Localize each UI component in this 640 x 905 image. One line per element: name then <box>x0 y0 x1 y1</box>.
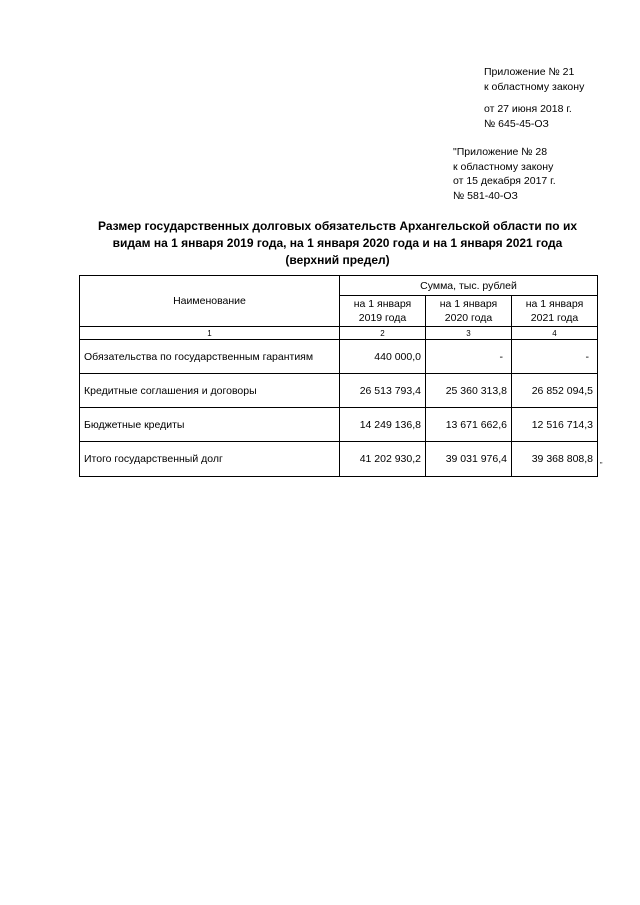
header-year-2019-l1: на 1 января <box>353 298 412 310</box>
row-value-2021: 26 852 094,5 <box>512 374 598 408</box>
appendix-28-title: "Приложение № 28 <box>453 146 548 158</box>
total-value-2019: 41 202 930,2 <box>340 442 426 477</box>
total-name: Итого государственный долг <box>80 442 340 477</box>
row-name: Бюджетные кредиты <box>80 408 340 442</box>
header-sum: Сумма, тыс. рублей <box>340 276 598 296</box>
table-row <box>80 340 598 374</box>
column-number: 3 <box>426 327 512 340</box>
appendix-21-header <box>484 65 584 94</box>
row-value-2020: - <box>426 340 512 374</box>
row-value-2021: - <box>512 340 598 374</box>
closing-quote: " <box>600 462 603 469</box>
appendix-28-header <box>453 145 556 203</box>
column-number: 4 <box>512 327 598 340</box>
column-number: 1 <box>80 327 340 340</box>
total-value-2020: 39 031 976,4 <box>426 442 512 477</box>
header-year-2021-l2: 2021 года <box>530 312 579 324</box>
header-year-2020 <box>426 296 512 327</box>
header-year-2020-l1: на 1 января <box>439 298 498 310</box>
row-name: Кредитные соглашения и договоры <box>80 374 340 408</box>
row-value-2020: 25 360 313,8 <box>426 374 512 408</box>
column-number-row <box>80 327 598 340</box>
appendix-21-title: Приложение № 21 <box>484 66 575 78</box>
table-row <box>80 374 598 408</box>
header-name: Наименование <box>80 276 340 327</box>
appendix-21-number: № 645-45-ОЗ <box>484 117 549 130</box>
debt-table <box>79 275 598 477</box>
header-row <box>80 276 598 296</box>
appendix-28-date: от 15 декабря 2017 г. <box>453 175 556 187</box>
appendix-21-date-block <box>484 102 572 131</box>
header-year-2021 <box>512 296 598 327</box>
appendix-21-date: от 27 июня 2018 г. <box>484 103 572 115</box>
column-number: 2 <box>340 327 426 340</box>
row-value-2019: 14 249 136,8 <box>340 408 426 442</box>
row-value-2020: 13 671 662,6 <box>426 408 512 442</box>
total-row <box>80 442 598 477</box>
header-year-2020-l2: 2020 года <box>444 312 493 324</box>
title-line-1: Размер государственных долговых обязательств Архангельской области по их <box>97 219 577 233</box>
document-title <box>80 218 595 269</box>
row-value-2019: 440 000,0 <box>340 340 426 374</box>
row-value-2021: 12 516 714,3 <box>512 408 598 442</box>
row-value-2019: 26 513 793,4 <box>340 374 426 408</box>
total-value-2021: 39 368 808,8 <box>512 442 598 477</box>
header-year-2019 <box>340 296 426 327</box>
title-line-2: видам на 1 января 2019 года, на 1 января 2020 года и на 1 января 2021 года <box>112 236 563 250</box>
row-name: Обязательства по государственным гарантиям <box>80 340 340 374</box>
appendix-28-law: к областному закону <box>453 160 554 173</box>
appendix-28-number: № 581-40-ОЗ <box>453 189 518 202</box>
appendix-21-law: к областному закону <box>484 80 585 93</box>
header-year-2019-l2: 2019 года <box>358 312 407 324</box>
header-year-2021-l1: на 1 января <box>525 298 584 310</box>
table-row <box>80 408 598 442</box>
title-line-3: (верхний предел) <box>285 253 390 267</box>
